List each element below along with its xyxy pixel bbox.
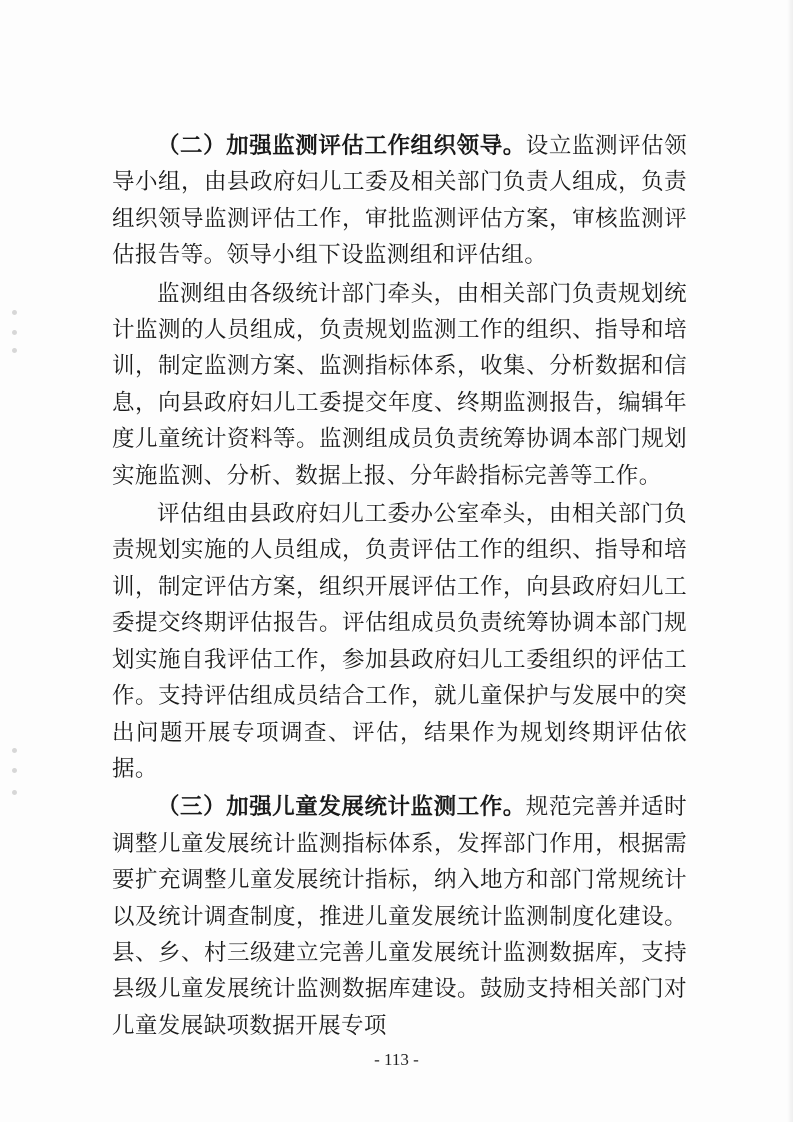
- paragraph-text: 规范完善并适时调整儿童发展统计监测指标体系，发挥部门作用，根据需要扩充调整儿童发展统计指标，纳入地方和部门常规统计以及统计调查制度，推进儿童发展统计监测制度化建设。县、乡、村三级建立完善儿童发展统计监测数据库，支持县级儿童发展统计监测数据库建设。鼓励支持相关部门对儿童发展缺项数据开展专项: [112, 794, 687, 1039]
- body-text: [112, 128, 687, 1044]
- paragraph-text: 设立监测评估领导小组，由县政府妇儿工委及相关部门负责人组成，负责组织领导监测评估工作，审批监测评估方案，审核监测评估报告等。领导小组下设监测组和评估组。: [112, 133, 687, 269]
- page-number: - 113 -: [374, 1050, 419, 1069]
- paragraph-text: 监测组由各级统计部门牵头，由相关部门负责规划统计监测的人员组成，负责规划监测工作的组织、指导和培训，制定监测方案、监测指标体系，收集、分析数据和信息，向县政府妇儿工委提交年度、终期监测报告，编辑年度儿童统计资料等。监测组成员负责统筹协调本部门规划实施监测、分析、数据上报、分年龄指标完善等工作。: [112, 280, 687, 489]
- paragraph-evaluation-group: [112, 496, 687, 787]
- paragraph-text: 评估组由县政府妇儿工委办公室牵头，由相关部门负责规划实施的人员组成，负责评估工作的组织、指导和培训，制定评估方案，组织开展评估工作，向县政府妇儿工委提交终期评估报告。评估组成员负责统筹协调本部门规划实施自我评估工作，参加县政府妇儿工委组织的评估工作。支持评估组成员结合工作，就儿童保护与发展中的突出问题开展专项调查、评估，结果作为规划终期评估依据。: [112, 501, 687, 782]
- section-heading-2: （二）加强监测评估工作组织领导。: [157, 133, 526, 159]
- paragraph-monitoring-leadership: [112, 128, 687, 274]
- scan-edge-shadow: [787, 0, 793, 1122]
- section-heading-3: （三）加强儿童发展统计监测工作。: [157, 794, 526, 821]
- paragraph-monitoring-group: [112, 276, 687, 494]
- paragraph-statistics-monitoring: [112, 789, 687, 1044]
- binding-hole-marks: [10, 300, 20, 820]
